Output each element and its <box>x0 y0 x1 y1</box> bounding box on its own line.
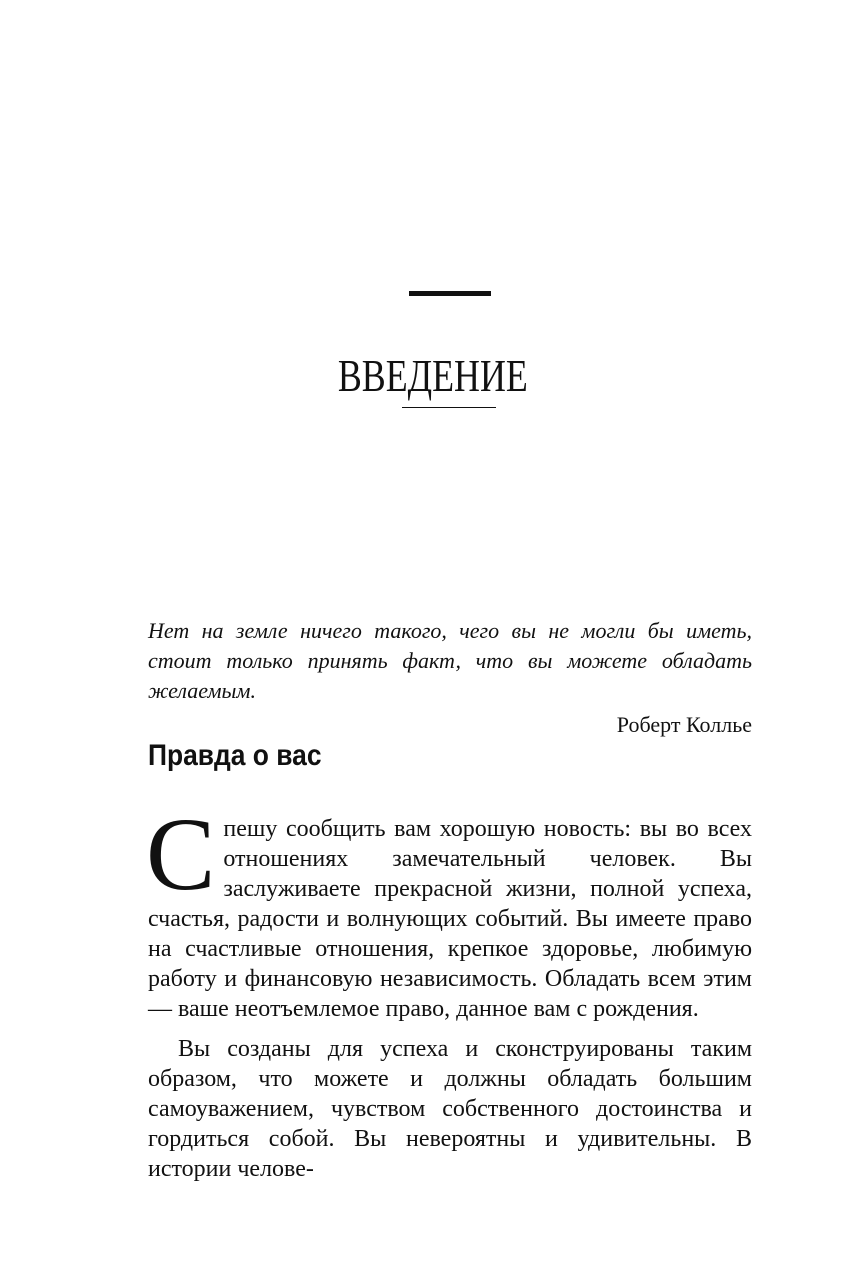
drop-cap: С <box>146 797 216 912</box>
paragraph-2: Вы созданы для успеха и сконструированы таким образом, что можете и должны обладать большим самоуважением, чувством собственного достоинства и гордиться собой. Вы невероятны и удивительны. В истории челове- <box>148 1036 752 1182</box>
body-text <box>146 797 752 1184</box>
paragraph-1 <box>146 797 752 1024</box>
epigraph-author: Роберт Коллье <box>616 712 752 737</box>
paragraph-1-text: пешу сообщить вам хорошую новость: вы во всех отношениях замечательный человек. Вы заслуживаете прекрасной жизни, полной успеха, счастья, радости и волнующих событий. Вы имеете право на счастливые отношения, крепкое здоровье, любимую работу и финансовую независимость. Обладать всем этим — ваше неотъемлемое право, данное вам с рождения. <box>148 816 752 1022</box>
decorative-top-rule <box>409 291 491 296</box>
section-heading: Правда о вас <box>148 739 322 772</box>
epigraph <box>148 616 752 740</box>
title-underline <box>402 407 496 408</box>
epigraph-quote: Нет на земле ничего такого, чего вы не могли бы иметь, стоит только принять факт, что вы можете обладать желаемым. <box>148 618 752 703</box>
chapter-title: ВВЕДЕНИЕ <box>337 350 528 401</box>
